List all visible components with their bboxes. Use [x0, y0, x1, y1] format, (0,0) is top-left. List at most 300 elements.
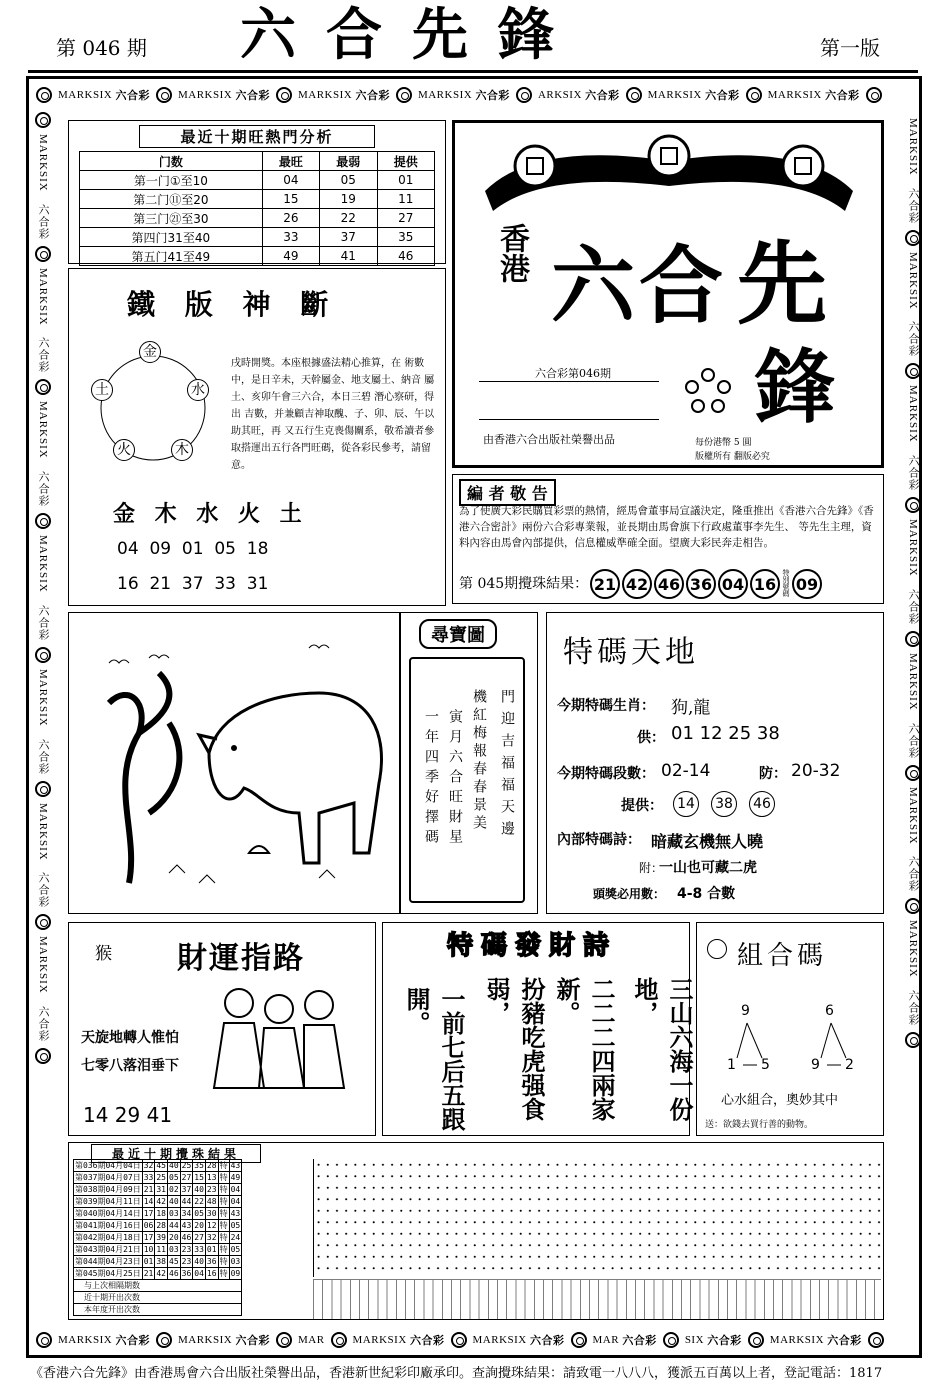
table-row: [80, 190, 435, 209]
special-number-label: 特別號碼: [782, 569, 790, 597]
cell: 13: [206, 1173, 217, 1182]
flower-icon: [35, 112, 51, 128]
flower-icon: [35, 513, 51, 529]
flower-icon: [905, 230, 921, 246]
cell: 01: [377, 171, 434, 190]
fortune-line-1: 天旋地轉人惟怕: [81, 1030, 179, 1046]
brand-text: MARKSIX: [37, 936, 49, 995]
fortune-poem-panel: [382, 922, 694, 1136]
zodiac-label: 今期特碼生肖：: [557, 698, 655, 714]
cell: 05: [194, 1209, 204, 1218]
brand-cn: 六合彩: [907, 990, 919, 1027]
prev-result-balls: [589, 569, 823, 599]
cell: 第043期04月21日: [75, 1245, 141, 1254]
cell: 与上次相隔期数: [74, 1280, 242, 1292]
cell: 18: [156, 1209, 166, 1218]
range-label: 今期特碼段數：: [557, 766, 655, 782]
result-ball: 04: [718, 569, 748, 599]
cell: 27: [194, 1233, 204, 1242]
poem-col-1: 三山六海一份地，: [630, 977, 694, 1121]
flower-icon: [331, 1332, 347, 1348]
table-row: [74, 1184, 242, 1196]
combo-panel: [696, 922, 884, 1136]
cell: 05: [320, 171, 377, 190]
cell: 12: [206, 1221, 217, 1230]
cell: 43: [230, 1161, 241, 1170]
cell: 特: [219, 1245, 228, 1254]
flower-icon: [868, 1332, 884, 1348]
cell: 10: [143, 1245, 154, 1254]
provide-number: 46: [749, 791, 775, 817]
brand-cn: 六合彩: [475, 90, 510, 102]
cell: 特: [219, 1197, 228, 1206]
cell: 45: [156, 1161, 166, 1170]
brand-cn: 六合彩: [37, 738, 49, 775]
top-brand-strip: [30, 80, 920, 110]
brand-cn: 六合彩: [827, 1335, 862, 1347]
prev-result-label: 第 045期攪珠結果：: [459, 576, 589, 592]
cell: 第四门31至40: [80, 228, 263, 247]
poem-col-2: 二二二四兩家新。: [552, 977, 616, 1121]
cell: 20: [169, 1233, 179, 1242]
result-ball: 21: [590, 569, 620, 599]
fortune-line-2: 七零八落泪垂下: [81, 1058, 179, 1074]
cell: 21: [143, 1269, 154, 1278]
masthead-title: 六合先鋒: [240, 3, 584, 68]
cell: 26: [262, 209, 319, 228]
cell: 特: [219, 1233, 228, 1242]
cell: 20: [194, 1221, 204, 1230]
flower-icon: [746, 87, 762, 103]
special-ball: 09: [792, 569, 822, 599]
column-header: 最旺: [262, 152, 319, 171]
table-row: [74, 1220, 242, 1232]
cell: 42: [156, 1197, 166, 1206]
cell: 04: [194, 1269, 204, 1278]
cell: 49: [262, 247, 319, 266]
element-wood: 木: [171, 439, 193, 461]
ribbon-coins-icon: [475, 131, 863, 221]
flower-icon: [276, 1332, 292, 1348]
brand-text: MARKSIX: [37, 668, 49, 727]
cell: 近十期开出次数: [74, 1292, 242, 1304]
element-numbers-row-2: 16 21 37 33 31: [117, 574, 269, 594]
flower-icon: [905, 1032, 921, 1048]
brand-text: MAR: [297, 1334, 325, 1346]
cell: 第三门㉑至30: [80, 209, 263, 228]
cell: 04: [230, 1185, 241, 1194]
treasure-title: 尋寶圖: [419, 619, 497, 649]
table-row: [74, 1256, 242, 1268]
cell: 37: [320, 228, 377, 247]
logo-issue-line: 六合彩第046期: [535, 367, 611, 380]
cell: 35: [377, 228, 434, 247]
special-code-panel: [546, 612, 884, 914]
cell: 27: [377, 209, 434, 228]
element-water: 水: [187, 379, 209, 401]
fortune-numbers: 14 29 41: [83, 1103, 173, 1127]
logo-hong-kong: 香港: [494, 223, 529, 283]
brand-text: MARKSIX: [907, 385, 919, 444]
footer-text: 《香港六合先鋒》由香港馬會六合出版社榮譽出品，香港新世紀彩印廠承印。查詢攪珠結果：請致電一八八八，獲派五百萬以上者，登記電話：1817: [30, 1366, 883, 1381]
left-brand-strip: [28, 112, 58, 1322]
brand-cn: 六合彩: [355, 90, 390, 102]
cell: 第040期04月14日: [75, 1209, 141, 1218]
cell: 46: [377, 247, 434, 266]
cell: 31: [156, 1185, 166, 1194]
cell: 第039期04月11日: [75, 1197, 141, 1206]
animal-illustration-panel: [68, 612, 400, 914]
poem-value: 暗藏玄機無人曉: [651, 832, 764, 851]
column-header: 最弱: [320, 152, 377, 171]
brand-cn: 六合彩: [907, 455, 919, 492]
cell: 第042期04月18日: [75, 1233, 141, 1242]
result-ball: 16: [750, 569, 780, 599]
brand-text: MARKSIX: [177, 1334, 233, 1346]
brand-cn: 六合彩: [37, 471, 49, 508]
brand-text: MARKSIX: [352, 1334, 407, 1346]
logo-main-title: 六合: [551, 237, 728, 335]
table-row: [80, 171, 435, 190]
cell: 特: [219, 1257, 228, 1266]
brand-cn: 六合彩: [907, 321, 919, 358]
cell: 特: [219, 1173, 228, 1182]
cell: 09: [230, 1269, 241, 1278]
brand-text: MARKSIX: [37, 802, 49, 861]
range-value: 02-14: [661, 761, 711, 781]
cell: 03: [169, 1245, 179, 1254]
combo-caption: 心水組合，奧妙其中: [721, 1093, 839, 1108]
brand-text: MARKSIX: [177, 89, 233, 101]
brand-cn: 六合彩: [37, 1006, 49, 1043]
brand-cn: 六合彩: [585, 90, 620, 102]
flower-icon: [905, 497, 921, 513]
element-fire: 火: [113, 439, 135, 461]
element-numbers-row-1: 04 09 01 05 18: [117, 539, 269, 559]
flower-icon: [663, 1332, 679, 1348]
brand-text: MARKSIX: [37, 134, 49, 192]
cell: 40: [194, 1185, 204, 1194]
flower-icon: [156, 87, 172, 103]
column-header: 门数: [80, 152, 263, 171]
brand-cn: 六合彩: [707, 1335, 742, 1347]
logo-rights: 版權所有 翻版必究: [695, 452, 770, 462]
cell: 44: [181, 1197, 192, 1206]
cell: 05: [230, 1245, 241, 1254]
brand-cn: 六合彩: [907, 722, 919, 759]
flower-icon: [626, 87, 642, 103]
cell: 01: [143, 1257, 154, 1266]
cell: 特: [219, 1269, 228, 1278]
cell: 特: [219, 1161, 228, 1170]
guard-value: 20-32: [791, 761, 841, 781]
special-title: 特碼天地: [563, 635, 699, 670]
cell: 22: [194, 1197, 204, 1206]
cell: 19: [320, 190, 377, 209]
cell: 第045期04月25日: [75, 1269, 141, 1278]
brand-text: SIX: [684, 1334, 705, 1346]
cell: 27: [181, 1173, 192, 1182]
treasure-col-3: 機紅梅報春春景美: [471, 689, 487, 833]
column-header: 提供: [377, 152, 434, 171]
result-ball: 46: [654, 569, 684, 599]
logo-panel: [452, 120, 884, 468]
cell: 28: [156, 1221, 166, 1230]
notice-title: 編 者 敬 告: [459, 479, 556, 506]
table-footer-row: [74, 1292, 242, 1304]
cell: 33: [262, 228, 319, 247]
cell: 05: [169, 1173, 179, 1182]
table-row: [74, 1232, 242, 1244]
logo-rule-2: [479, 419, 659, 420]
flower-icon: [35, 246, 51, 262]
cell: 37: [181, 1185, 192, 1194]
monks-illustration: [209, 983, 349, 1093]
cell: 03: [230, 1257, 241, 1266]
cell: 05: [230, 1221, 241, 1230]
provide-number: 38: [711, 791, 737, 817]
editor-notice-panel: [452, 474, 884, 604]
provide-values: [667, 791, 781, 817]
cell: 40: [169, 1197, 179, 1206]
edition-label: 第一版: [820, 36, 880, 60]
cell: 48: [206, 1197, 217, 1206]
poem-col-3: 扮豬吃虎强食弱，: [482, 977, 546, 1121]
table-row: [74, 1208, 242, 1220]
brand-cn: 六合彩: [235, 1335, 270, 1347]
bottom-brand-strip: [30, 1326, 920, 1354]
brand-text: MARKSIX: [767, 89, 822, 101]
combo-b-left: 9: [811, 1057, 820, 1073]
brand-cn: 六合彩: [37, 872, 49, 909]
hot-cold-panel: [68, 120, 446, 264]
hot-cold-title: 最近十期旺熱門分析: [139, 125, 375, 148]
cell: 46: [169, 1269, 179, 1278]
results-table: [73, 1159, 242, 1316]
brand-cn: 六合彩: [907, 856, 919, 893]
flower-icon: [156, 1332, 172, 1348]
flower-icon: [396, 87, 412, 103]
combo-b-top: 6: [825, 1003, 834, 1019]
result-ball: 42: [622, 569, 652, 599]
flower-icon: [748, 1332, 764, 1348]
cell: 40: [169, 1161, 179, 1170]
number-distribution-grid: [313, 1159, 881, 1277]
head-label: 頭獎必用數：: [593, 887, 666, 901]
brand-text: MARKSIX: [647, 89, 702, 101]
cell: 23: [181, 1257, 192, 1266]
flower-icon: [571, 1332, 587, 1348]
provide-number: 14: [673, 791, 699, 817]
fortune-title: 財運指路: [177, 941, 305, 976]
grid-number-row: [313, 1279, 881, 1319]
cell: 30: [206, 1209, 217, 1218]
cell: 43: [230, 1209, 241, 1218]
brand-text: MARKSIX: [37, 401, 49, 460]
combo-b-right: 2: [845, 1057, 854, 1073]
cell: 43: [181, 1221, 192, 1230]
flower-icon: [35, 781, 51, 797]
cell: 32: [143, 1161, 154, 1170]
table-row: [80, 228, 435, 247]
brand-cn: 六合彩: [235, 90, 270, 102]
combo-note: 送：欲錢去買行善的動物。: [705, 1120, 814, 1130]
cell: 24: [230, 1233, 241, 1242]
brand-text: MARKSIX: [37, 267, 49, 326]
brand-text: MARKSIX: [907, 519, 919, 577]
combo-title: 組合碼: [737, 941, 828, 971]
combo-a-right: 5: [761, 1057, 770, 1073]
flower-icon: [451, 1332, 467, 1348]
brand-text: MARKSIX: [58, 89, 113, 101]
brand-text: MARKSIX: [907, 118, 919, 176]
cell: 17: [143, 1233, 154, 1242]
treasure-col-1: 一年四季好擇碼: [423, 709, 439, 849]
rhino-tree-illustration: [69, 613, 399, 913]
header: [20, 3, 930, 68]
flower-icon: [35, 647, 51, 663]
cell: 01: [206, 1245, 217, 1254]
fortune-guide-panel: [68, 922, 376, 1136]
poem-label: 內部特碼詩：: [557, 832, 641, 848]
cell: 25: [156, 1173, 166, 1182]
cell: 23: [206, 1185, 217, 1194]
cell: 44: [169, 1221, 179, 1230]
cell: 特: [219, 1209, 228, 1218]
brand-cn: 六合彩: [410, 1335, 445, 1347]
cell: 33: [194, 1245, 204, 1254]
cell: 第五门41至49: [80, 247, 263, 266]
flower-icon: [905, 898, 921, 914]
element-metal: 金: [139, 341, 161, 363]
cell: 28: [206, 1161, 217, 1170]
cell: 40: [194, 1257, 204, 1266]
cell: 21: [143, 1185, 154, 1194]
cell: 25: [181, 1161, 192, 1170]
treasure-col-4: 門迎吉福福天邊: [499, 689, 515, 843]
logo-price: 每份港幣 5 圓: [695, 438, 752, 448]
results-title: 最近十期攪珠結果: [91, 1144, 261, 1163]
logo-rule-1: [479, 381, 659, 382]
cell: 特: [219, 1221, 228, 1230]
hot-cold-table: [79, 151, 435, 266]
table-row: [74, 1160, 242, 1172]
cell: 42: [156, 1269, 166, 1278]
cell: 17: [143, 1209, 154, 1218]
combo-icon: [707, 939, 727, 959]
cell: 第二门⑪至20: [80, 190, 263, 209]
poem-sub-label: 附：: [639, 861, 664, 875]
element-earth: 土: [91, 379, 113, 401]
cell: 03: [169, 1209, 179, 1218]
brand-cn: 六合彩: [37, 604, 49, 641]
cell: 39: [156, 1233, 166, 1242]
zodiac-monkey: 猴: [95, 944, 112, 964]
cell: 23: [181, 1245, 192, 1254]
cell: 45: [169, 1257, 179, 1266]
flower-icon: [516, 87, 532, 103]
brand-cn: 六合彩: [907, 588, 919, 625]
cell: 第038期04月09日: [75, 1185, 141, 1194]
table-row: [74, 1268, 242, 1280]
table-header-row: [80, 152, 435, 171]
cell: 14: [143, 1197, 154, 1206]
poem-col-4: 一前七后五跟開。: [402, 987, 466, 1131]
cell: 49: [230, 1173, 241, 1182]
cell: 第036期04月04日: [75, 1161, 141, 1170]
zodiac-value: 狗,龍: [671, 698, 711, 718]
table-row: [80, 247, 435, 266]
flower-icon: [276, 87, 292, 103]
cell: 06: [143, 1221, 154, 1230]
header-rule: [28, 70, 918, 73]
brand-cn: 六合彩: [705, 90, 740, 102]
result-ball: 36: [686, 569, 716, 599]
logo-publisher: 由香港六合出版社榮譽出品: [483, 433, 615, 446]
notice-text: 為了使廣大彩民購買彩票的熱情，經馬會董事局宣議決定，隆重推出《香港六合先鋒》《香港六合密計》兩份六合彩專業報，並長期由馬會旗下行政處董事李先生、 等先生主理，資料內容由馬會內部提供，信息權威準確全面。望廣大彩民奔走相告。: [459, 505, 874, 549]
logo-first-char: 先: [737, 232, 827, 337]
brand-text: MARKSIX: [907, 251, 919, 310]
cell: 04: [230, 1197, 241, 1206]
brand-text: ARKSIX: [537, 89, 582, 101]
flower-icon: [36, 87, 52, 103]
brand-cn: 六合彩: [115, 1335, 150, 1347]
cell: 15: [262, 190, 319, 209]
cell: 11: [377, 190, 434, 209]
flower-icon: [905, 765, 921, 781]
cell: 第041期04月16日: [75, 1221, 141, 1230]
flower-icon: [866, 87, 882, 103]
brand-text: MARKSIX: [472, 1334, 527, 1346]
flower-icon: [905, 631, 921, 647]
flower-icon: [905, 363, 921, 379]
table-row: [74, 1196, 242, 1208]
brand-text: MAR: [592, 1334, 620, 1346]
brand-text: MARKSIX: [907, 652, 919, 711]
cell: 11: [156, 1245, 166, 1254]
supply-label: 供：: [637, 730, 665, 746]
treasure-map-panel: [400, 612, 538, 914]
table-row: [74, 1172, 242, 1184]
provide-label: 提供：: [621, 798, 663, 814]
logo-edge-char: 鋒: [755, 341, 835, 434]
guard-label: 防：: [759, 766, 787, 782]
table-footer-row: [74, 1280, 242, 1292]
cell: 41: [320, 247, 377, 266]
brand-cn: 六合彩: [37, 337, 49, 374]
cell: 38: [156, 1257, 166, 1266]
brand-text: MARKSIX: [297, 89, 353, 101]
flower-logo-icon: [683, 367, 733, 417]
iron-plate-text: 戌時開獎。本座根據盛法精心推算，在 術數中，是日辛未，天幹屬金、地支屬土、納音 屬土、亥卯午會三六合，本日三碧 潛心察研，得出 吉數，并兼顧吉神取醜、子、卯、辰、午以助其旺，再 又五行生克喪傷關系，敬希讀者參取搭運出五行各門旺碼，從各彩民參考，請留意。: [231, 358, 435, 471]
cell: 本年度开出次数: [74, 1304, 242, 1316]
cell: 34: [181, 1209, 192, 1218]
iron-plate-title: 鐵 版 神 斷: [127, 288, 339, 321]
brand-cn: 六合彩: [115, 90, 150, 102]
cell: 第037期04月07日: [75, 1173, 141, 1182]
treasure-col-2: 寅月六合旺財星: [447, 709, 463, 849]
cell: 第044期04月23日: [75, 1257, 141, 1266]
table-row: [80, 209, 435, 228]
brand-cn: 六合彩: [530, 1335, 565, 1347]
results-panel: [68, 1142, 884, 1320]
elements-heading: 金 木 水 火 土: [113, 501, 308, 527]
cell: 02: [169, 1185, 179, 1194]
brand-cn: 六合彩: [37, 203, 49, 240]
combo-a-top: 9: [741, 1003, 750, 1019]
cell: 16: [206, 1269, 217, 1278]
brand-text: MARKSIX: [417, 89, 473, 101]
